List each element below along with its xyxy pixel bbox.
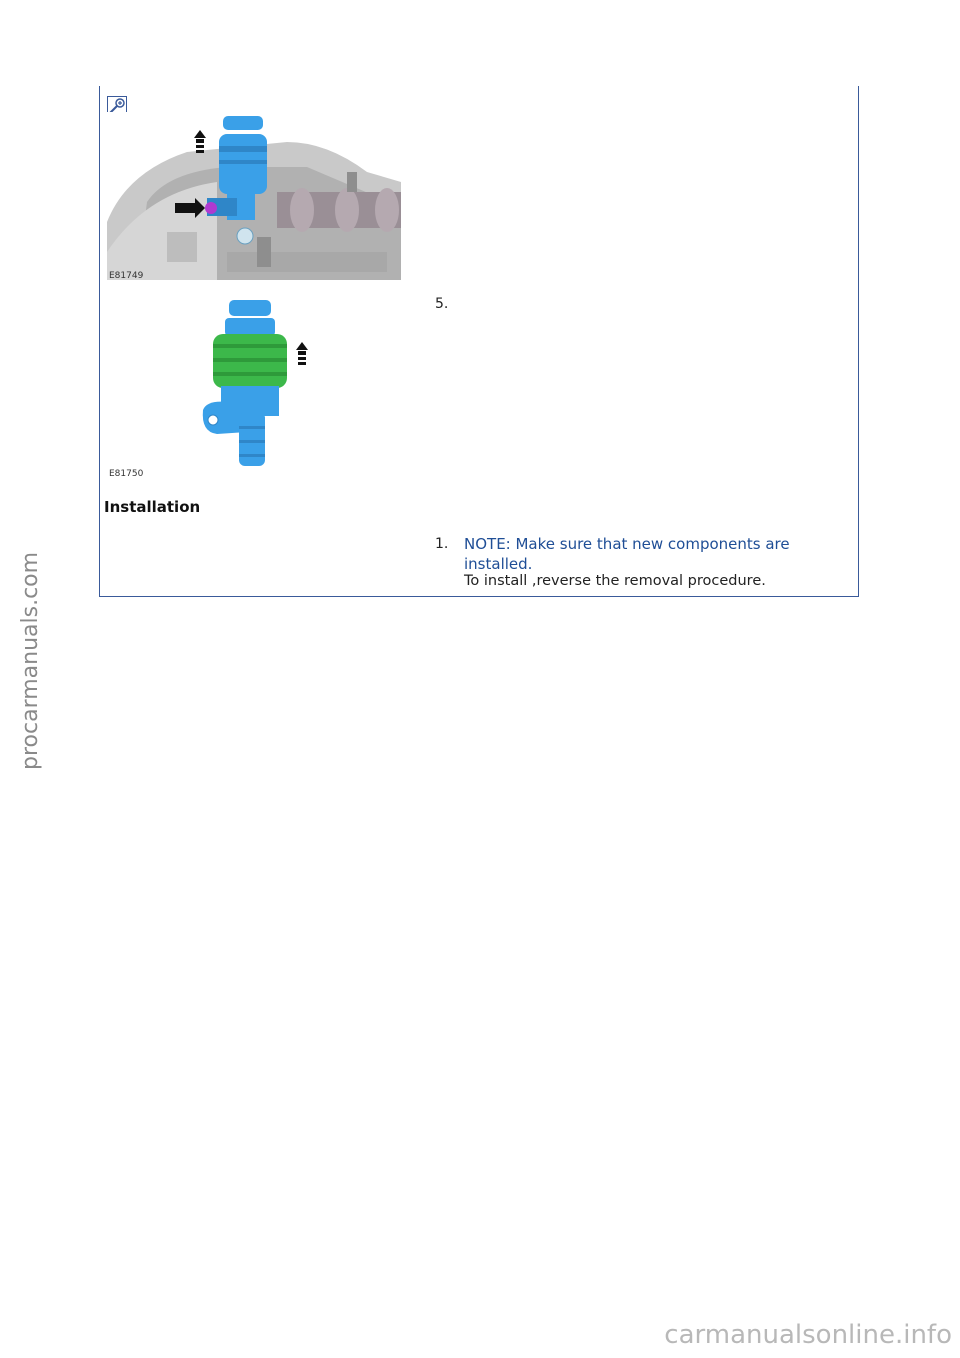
step-number: 5. [435, 296, 449, 312]
step-number: 1. [435, 536, 449, 552]
step-text: To install ,reverse the removal procedure. [464, 573, 766, 589]
figure-code: E81750 [109, 469, 144, 479]
figure-e81750 [107, 292, 401, 482]
watermark: carmanualsonline.info [664, 1320, 952, 1350]
figure-code: E81749 [109, 271, 144, 280]
section-heading: Installation [104, 498, 201, 516]
note-text: NOTE: Make sure that new components are installed. [464, 535, 790, 573]
figure-e81749 [107, 112, 401, 280]
watermark: procarmanuals.com [18, 551, 43, 770]
